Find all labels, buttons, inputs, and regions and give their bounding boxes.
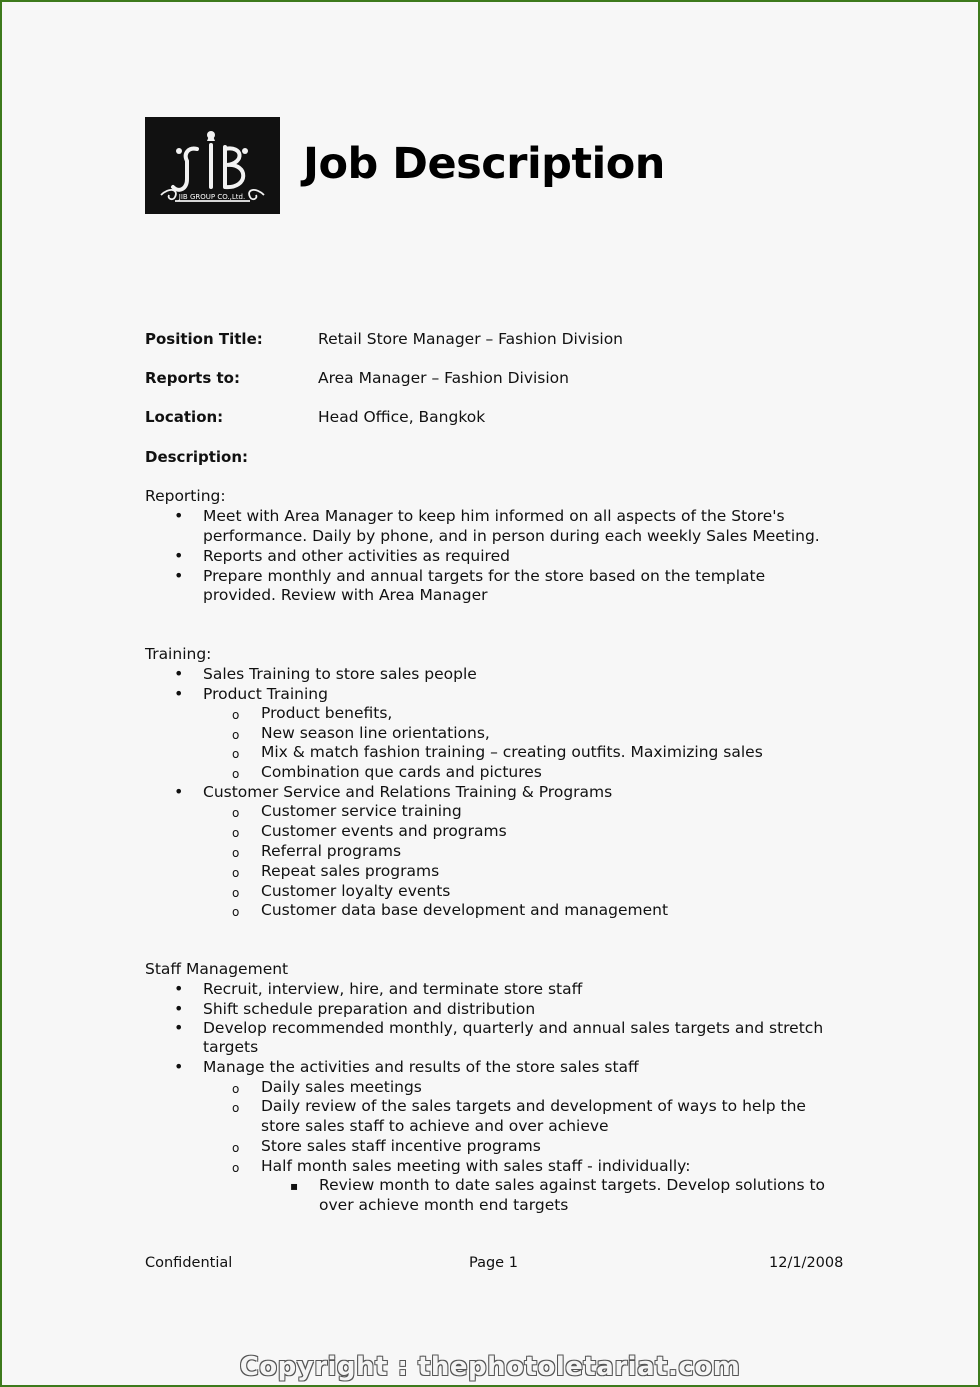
training-item: Customer Service and Relations Training & Programs	[203, 783, 613, 801]
position-title-value: Retail Store Manager – Fashion Division	[318, 330, 624, 348]
training-item: Sales Training to store sales people	[203, 665, 477, 683]
bullet-circle: o	[232, 1161, 240, 1175]
training-heading: Training:	[145, 645, 212, 663]
training-subitem: Product benefits,	[261, 704, 393, 722]
footer-page-number: Page 1	[469, 1255, 518, 1271]
company-logo	[145, 117, 280, 214]
reporting-item: Reports and other activities as required	[203, 547, 510, 565]
bullet-disc: •	[174, 782, 184, 801]
training-subitem: Customer loyalty events	[261, 882, 451, 900]
bullet-square: ▪	[290, 1179, 299, 1193]
training-subitem: Referral programs	[261, 842, 402, 860]
bullet-circle: o	[232, 905, 240, 919]
staff-item: Recruit, interview, hire, and terminate store staff	[203, 980, 583, 998]
training-subitem: Repeat sales programs	[261, 862, 440, 880]
bullet-disc: •	[174, 664, 184, 683]
staff-item-cont: targets	[203, 1038, 259, 1056]
svg-text:JIB GROUP CO.,Ltd.: JIB GROUP CO.,Ltd.	[178, 193, 246, 201]
bullet-circle: o	[232, 806, 240, 820]
staff-subitem: Daily review of the sales targets and development of ways to help the	[261, 1097, 806, 1115]
bullet-circle: o	[232, 886, 240, 900]
training-subitem: Customer data base development and management	[261, 901, 669, 919]
staff-item: Develop recommended monthly, quarterly and annual sales targets and stretch	[203, 1019, 824, 1037]
training-subitem: Customer service training	[261, 802, 462, 820]
bullet-circle: o	[232, 866, 240, 880]
reporting-item: Prepare monthly and annual targets for the store based on the template	[203, 567, 766, 585]
reporting-item-cont: performance. Daily by phone, and in person during each weekly Sales Meeting.	[203, 527, 820, 545]
staff-management-heading: Staff Management	[145, 960, 289, 978]
description-label: Description:	[145, 448, 249, 466]
staff-subitem-cont: store sales staff to achieve and over achieve	[261, 1117, 609, 1135]
training-item: Product Training	[203, 685, 328, 703]
staff-subsubitem-cont: over achieve month end targets	[319, 1196, 569, 1214]
bullet-circle: o	[232, 1101, 240, 1115]
bullet-circle: o	[232, 708, 240, 722]
bullet-disc: •	[174, 684, 184, 703]
training-subitem: Customer events and programs	[261, 822, 507, 840]
training-subitem: New season line orientations,	[261, 724, 490, 742]
copyright-watermark: Copyright : thephotoletariat.com	[239, 1352, 741, 1382]
staff-item: Manage the activities and results of the store sales staff	[203, 1058, 639, 1076]
bullet-circle: o	[232, 767, 240, 781]
bullet-disc: •	[174, 1057, 184, 1076]
reports-to-label: Reports to:	[145, 369, 240, 387]
location-label: Location:	[145, 408, 224, 426]
training-subitem: Combination que cards and pictures	[261, 763, 542, 781]
bullet-circle: o	[232, 826, 240, 840]
bullet-circle: o	[232, 728, 240, 742]
bullet-circle: o	[232, 846, 240, 860]
footer-date: 12/1/2008	[769, 1255, 844, 1271]
staff-subitem: Daily sales meetings	[261, 1078, 422, 1096]
bullet-disc: •	[174, 979, 184, 998]
staff-subitem: Store sales staff incentive programs	[261, 1137, 541, 1155]
bullet-circle: o	[232, 747, 240, 761]
staff-item: Shift schedule preparation and distribution	[203, 1000, 536, 1018]
reporting-item: Meet with Area Manager to keep him informed on all aspects of the Store's	[203, 507, 785, 525]
footer-confidential: Confidential	[145, 1255, 233, 1271]
staff-subitem: Half month sales meeting with sales staff - individually:	[261, 1157, 691, 1175]
training-subitem: Mix & match fashion training – creating outfits. Maximizing sales	[261, 743, 763, 761]
page-title: Job Description	[303, 139, 665, 189]
bullet-disc: •	[174, 546, 184, 565]
bullet-circle: o	[232, 1082, 240, 1096]
bullet-circle: o	[232, 1141, 240, 1155]
bullet-disc: •	[174, 1018, 184, 1037]
bullet-disc: •	[174, 506, 184, 525]
reporting-heading: Reporting:	[145, 487, 226, 505]
bullet-disc: •	[174, 566, 184, 585]
location-value: Head Office, Bangkok	[318, 408, 486, 426]
position-title-label: Position Title:	[145, 330, 263, 348]
staff-subsubitem: Review month to date sales against targets. Develop solutions to	[319, 1176, 826, 1194]
bullet-disc: •	[174, 999, 184, 1018]
reports-to-value: Area Manager – Fashion Division	[318, 369, 569, 387]
reporting-item-cont: provided. Review with Area Manager	[203, 586, 488, 604]
